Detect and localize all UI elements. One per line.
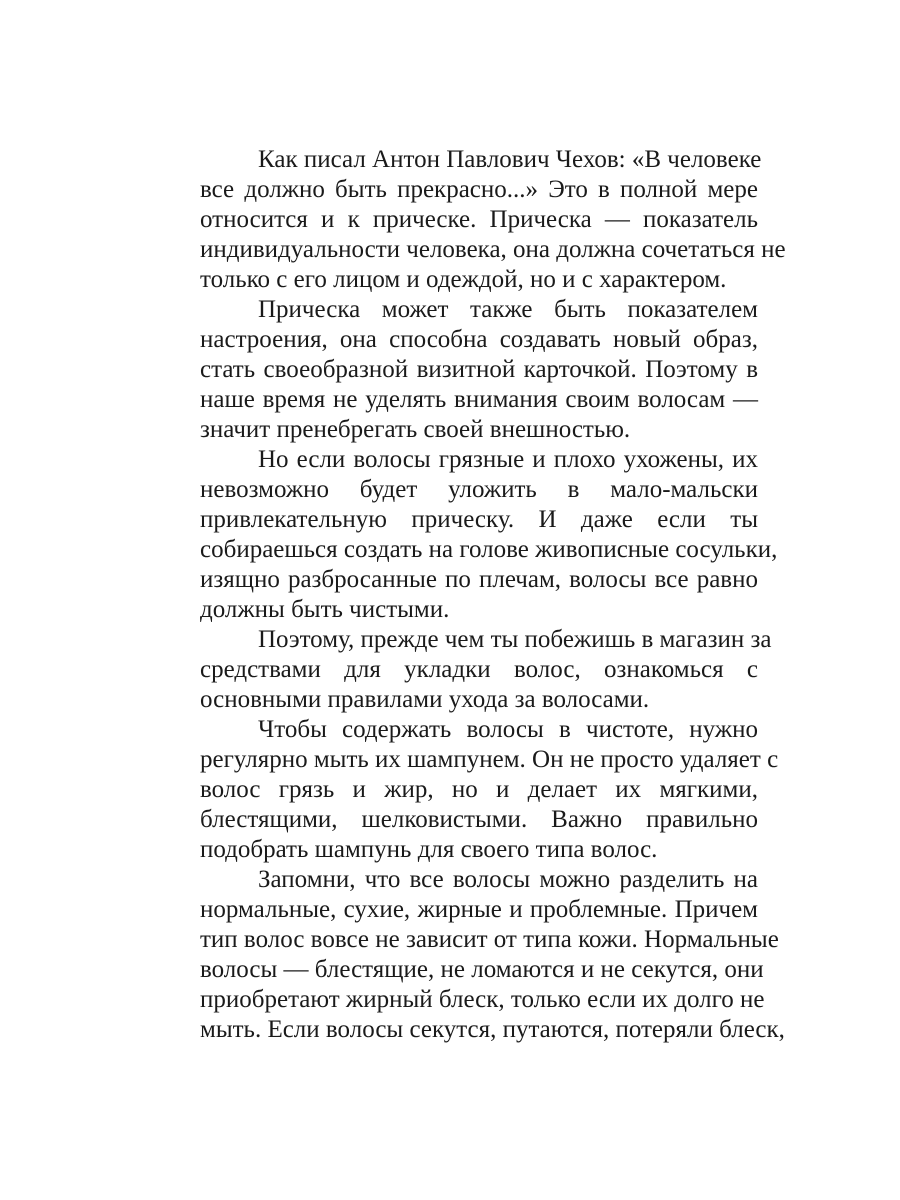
text-line: волосы — блестящие, не ломаются и не секутся, они [200, 956, 764, 983]
text-line: регулярно мыть их шампунем. Он не просто удаляет с [200, 746, 779, 773]
text-line: индивидуальности человека, она должна сочетаться не [200, 236, 786, 263]
page-text [142, 145, 786, 1045]
text-line: относится и к прическе. Прическа — показатель [200, 206, 758, 233]
text-line: Поэтому, прежде чем ты побежишь в магазин за [258, 626, 772, 653]
text-line: собираешься создать на голове живописные сосульки, [200, 536, 778, 563]
text-line: волос грязь и жир, но и делает их мягкими, [200, 776, 758, 803]
text-line: стать своеобразной визитной карточкой. Поэтому в [200, 356, 758, 383]
text-line: мыть. Если волосы секутся, путаются, потеряли блеск, [200, 1016, 785, 1043]
text-line: настроения, она способна создавать новый образ, [200, 326, 758, 353]
text-line: средствами для укладки волос, ознакомься с [200, 656, 758, 683]
text-line: Запомни, что все волосы можно разделить на [258, 866, 758, 893]
text-line: невозможно будет уложить в мало-мальски [200, 476, 758, 503]
text-line: Как писал Антон Павлович Чехов: «В человеке [258, 146, 762, 173]
text-line: Но если волосы грязные и плохо ухожены, их [258, 446, 758, 473]
paragraph-2 [142, 295, 758, 445]
text-line: Прическа может также быть показателем [258, 296, 758, 323]
text-line: привлекательную прическу. И даже если ты [200, 506, 758, 533]
paragraph-5 [142, 715, 779, 865]
text-line: все должно быть прекрасно...» Это в полной мере [200, 176, 758, 203]
text-line: тип волос вовсе не зависит от типа кожи. Нормальные [200, 926, 779, 953]
paragraph-1 [142, 145, 786, 295]
text-line: значит пренебрегать своей внешностью. [200, 416, 631, 443]
text-line: должны быть чистыми. [200, 596, 450, 623]
text-line: основными правилами ухода за волосами. [200, 686, 650, 713]
text-line: нормальные, сухие, жирные и проблемные. Причем [200, 896, 758, 923]
paragraph-6 [142, 865, 785, 1045]
paragraph-4 [142, 625, 772, 715]
text-line: только с его лицом и одеждой, но и с характером. [200, 266, 727, 293]
paragraph-3 [142, 445, 778, 625]
text-line: изящно разбросанные по плечам, волосы все равно [200, 566, 758, 593]
text-line: подобрать шампунь для своего типа волос. [200, 836, 658, 863]
text-line: Чтобы содержать волосы в чистоте, нужно [258, 716, 758, 743]
text-line: наше время не уделять внимания своим волосам — [200, 386, 758, 413]
text-line: приобретают жирный блеск, только если их долго не [200, 986, 765, 1013]
text-line: блестящими, шелковистыми. Важно правильно [200, 806, 758, 833]
